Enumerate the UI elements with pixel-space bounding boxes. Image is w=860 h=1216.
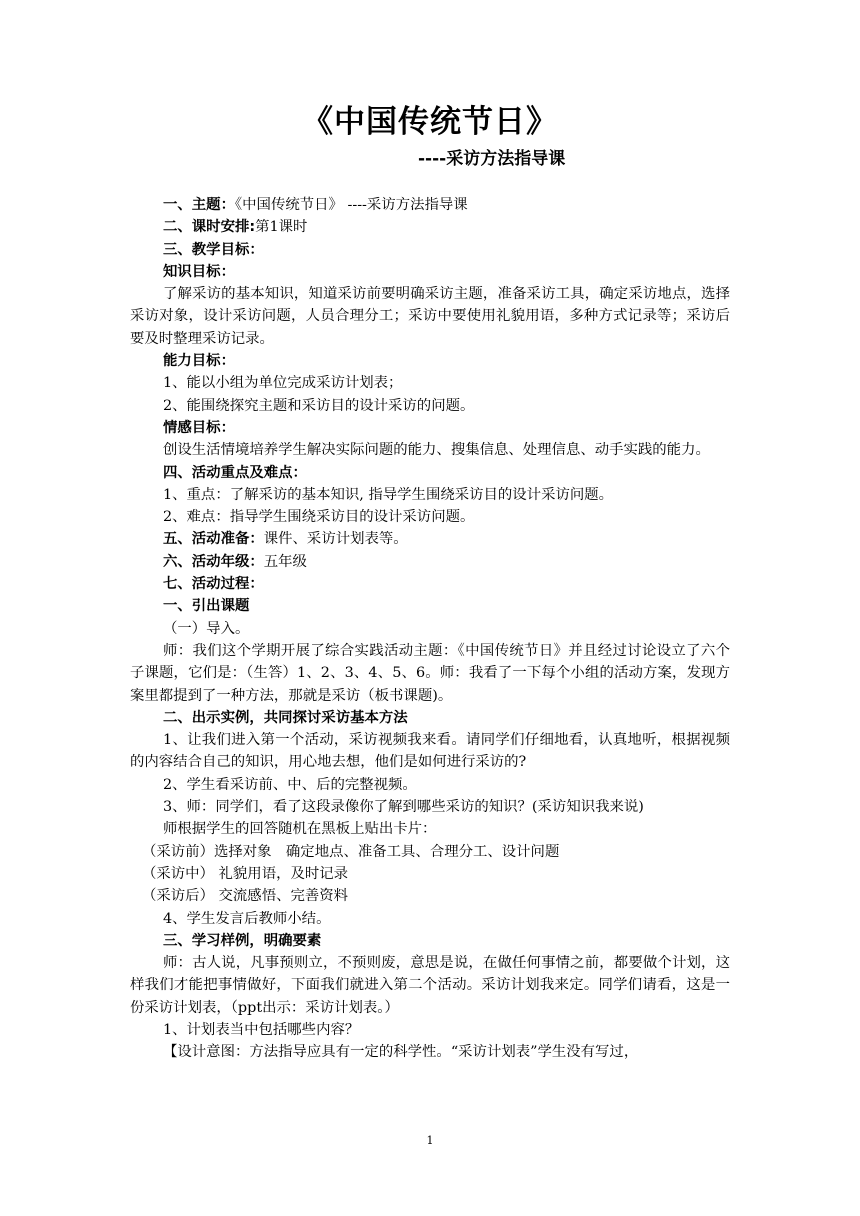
page-number: 1: [426, 1134, 434, 1147]
paragraph-text: 师：我们这个学期开展了综合实践活动主题：《中国传统节日》并且经过讨论设立了六个子课题，它们是：（生答）1、2、3、4、5、6。师：我看了一下每个小组的活动方案，发现方案里都提到了一种方法，那就是采访（板书课题)。: [130, 642, 730, 704]
paragraph: [130, 462, 730, 484]
paragraph-text: （采访前）选择对象 确定地点、准备工具、合理分工、设计问题: [142, 843, 560, 860]
paragraph: [130, 239, 730, 261]
paragraph-heading: 六、活动年级：: [163, 553, 264, 570]
paragraph: [130, 395, 730, 417]
paragraph-text: 4、学生发言后教师小结。: [163, 910, 331, 927]
paragraph: [130, 796, 730, 818]
paragraph-text: 师根据学生的回答随机在黑板上贴出卡片：: [163, 821, 437, 838]
paragraph-text: 第1课时: [255, 219, 308, 236]
paragraph-text: 2、学生看采访前、中、后的完整视频。: [163, 776, 417, 793]
paragraph-heading: 七、活动过程：: [163, 576, 264, 593]
paragraph-text: （采访后） 交流感悟、完善资料: [142, 888, 349, 905]
paragraph-text: （采访中） 礼貌用语，及时记录: [142, 865, 349, 882]
paragraph-text: 1、能以小组为单位完成采访计划表；: [163, 375, 403, 392]
paragraph: [130, 194, 730, 216]
paragraph: [130, 952, 730, 1019]
paragraph-heading: 一、引出课题: [163, 598, 250, 615]
paragraph-text: 创设生活情境培养学生解决实际问题的能力、搜集信息、处理信息、动手实践的能力。: [163, 442, 710, 459]
paragraph: [130, 595, 730, 617]
paragraph: [130, 261, 730, 283]
paragraph: [130, 551, 730, 573]
paragraph: [130, 618, 730, 640]
paragraph-heading: 能力目标：: [163, 353, 235, 370]
paragraph: [130, 885, 730, 907]
paragraph-text: 2、能围绕探究主题和采访目的设计采访的问题。: [163, 397, 475, 414]
paragraph-text: 了解采访的基本知识，知道采访前要明确采访主题，准备采访工具，确定采访地点，选择采访对象，设计采访问题，人员合理分工；采访中要使用礼貌用语，多种方式记录等；采访后要及时整理采访记录。: [130, 286, 730, 347]
paragraph-heading: 知识目标：: [163, 263, 235, 280]
paragraph: [130, 930, 730, 952]
paragraph-text: 课件、采访计划表等。: [263, 531, 408, 548]
paragraph: [130, 841, 730, 863]
paragraph-heading: 情感目标：: [163, 419, 235, 436]
paragraph: [130, 417, 730, 439]
paragraph: [130, 439, 730, 461]
paragraph: [130, 1019, 730, 1041]
paragraph: [130, 283, 730, 350]
paragraph-text: 1、重点：了解采访的基本知识, 指导学生围绕采访目的设计采访问题。: [163, 486, 614, 503]
paragraph-heading: 二、出示实例，共同探讨采访基本方法: [163, 709, 408, 726]
paragraph: [130, 863, 730, 885]
paragraph-text: 2、难点：指导学生围绕采访目的设计采访问题。: [163, 509, 475, 526]
paragraph-heading: 五、活动准备：: [163, 531, 264, 548]
paragraph-text: （一）导入。: [163, 620, 250, 637]
paragraph: [130, 573, 730, 595]
paragraph: [130, 818, 730, 840]
paragraph: [130, 1041, 730, 1063]
paragraph: [130, 484, 730, 506]
paragraph: [130, 528, 730, 550]
paragraph-heading: 一、主题：: [163, 197, 235, 213]
paragraph: [130, 729, 730, 774]
paragraph-text: 《中国传统节日》 ----采访方法指导课: [234, 197, 468, 213]
paragraph: [130, 372, 730, 394]
document-title: 《中国传统节日》: [302, 104, 558, 140]
paragraph-text: 1、计划表当中包括哪些内容？: [163, 1021, 360, 1038]
paragraph-text: 1、让我们进入第一个活动，采访视频我来看。请同学们仔细地看，认真地听，根据视频的内容结合自己的知识，用心地去想，他们是如何进行采访的?: [130, 732, 730, 771]
paragraph-text: 师：古人说，凡事预则立，不预则废，意思是说，在做任何事情之前，都要做个计划，这样我们才能把事情做好，下面我们就进入第二个活动。采访计划我来定。同学们请看，这是一份采访计划表，（ppt出示：采访计划表。）: [130, 955, 730, 1016]
paragraph: [130, 640, 730, 707]
paragraph-heading: 四、活动重点及难点：: [163, 464, 307, 481]
paragraph: [130, 350, 730, 372]
paragraph-heading: 三、教学目标：: [163, 241, 264, 258]
paragraph-text: 【设计意图：方法指导应具有一定的科学性。“采访计划表”学生没有写过，: [163, 1044, 639, 1061]
paragraph-heading: 二、课时安排:: [163, 219, 256, 236]
document-body: [130, 194, 730, 1064]
paragraph: [130, 216, 730, 238]
paragraph-text: 五年级: [263, 553, 307, 570]
paragraph: [130, 506, 730, 528]
paragraph: [130, 707, 730, 729]
paragraph: [130, 908, 730, 930]
paragraph: [130, 774, 730, 796]
paragraph-heading: 三、学习样例，明确要素: [163, 932, 322, 949]
paragraph-text: 3、师：同学们，看了这段录像你了解到哪些采访的知识？(采访知识我来说): [163, 799, 644, 816]
document-subtitle: ----采访方法指导课: [418, 149, 566, 169]
